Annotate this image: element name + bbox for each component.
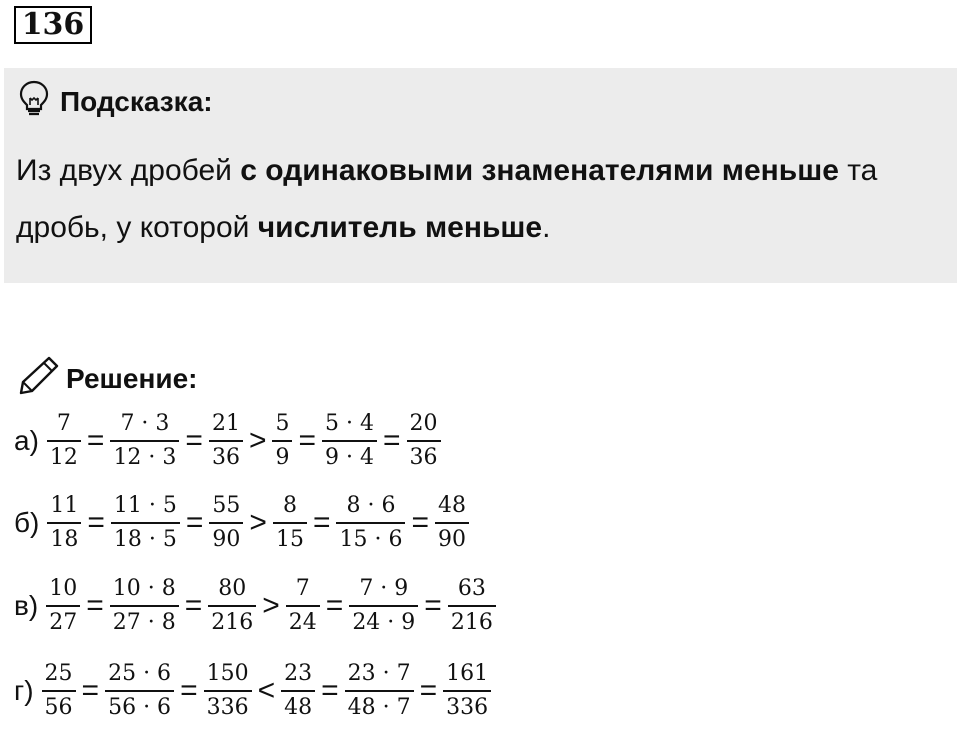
row-label: в) [14,590,39,621]
operator: > [249,506,267,539]
fraction-numerator: 8 [282,493,297,518]
operator: = [321,674,339,707]
fraction [443,661,491,721]
solution-row [14,573,498,639]
operator: = [180,674,198,707]
fraction [47,493,81,553]
row-label: г) [14,675,34,706]
fraction-denominator: 24 · 9 [352,610,416,635]
fraction-denominator: 24 [288,610,317,635]
fraction-denominator: 216 [211,610,254,635]
operator: = [185,506,204,539]
hint-box [4,68,957,283]
hint-title: Подсказка: [60,85,213,117]
fraction-numerator: 10 · 8 [112,576,176,601]
fraction-numerator: 23 [284,661,313,686]
fraction-denominator: 9 [275,445,290,470]
fraction [273,493,307,553]
operator: = [325,589,344,622]
operator: = [86,424,105,457]
fraction-numerator: 150 [206,661,249,686]
fraction [448,576,496,636]
solution-row [14,408,443,474]
operator: = [419,674,438,707]
fraction-numerator: 10 [49,576,78,601]
fraction-numerator: 11 · 5 [113,493,177,518]
fraction-denominator: 36 [409,445,438,470]
fraction-denominator: 18 · 5 [113,527,177,552]
fraction [272,411,292,471]
operator: = [86,589,104,622]
fraction-numerator: 80 [218,576,247,601]
fraction-numerator: 5 · 4 [325,411,374,436]
row-label: б) [14,507,40,538]
fraction [105,661,174,721]
fraction [209,493,243,553]
fraction-denominator: 216 [450,610,493,635]
solution-title: Решение: [66,362,198,394]
fraction-numerator: 25 · 6 [108,661,172,686]
fraction-numerator: 5 [275,411,290,436]
fraction [208,576,256,636]
fraction [407,411,441,471]
operator: = [411,506,429,539]
operator: < [257,674,276,707]
fraction [322,411,377,471]
fraction-denominator: 27 [49,610,78,635]
operator: = [184,589,203,622]
pencil-icon [18,355,60,402]
solution-header [18,355,197,402]
operator: > [262,589,280,622]
fraction-denominator: 15 · 6 [339,527,403,552]
fraction-numerator: 7 · 9 [359,576,409,601]
fraction-denominator: 18 [50,527,79,552]
fraction [204,661,252,721]
row-label: а) [14,425,39,456]
hint-text-emphasis: с одинаковыми знаменателями меньше [240,154,839,187]
fraction [345,661,414,721]
fraction [286,576,320,636]
hint-text-part: та дробь, у которой [16,154,878,244]
fraction-numerator: 7 · 3 [120,411,170,436]
fraction-numerator: 8 · 6 [346,493,396,518]
solution-row [14,658,493,724]
fraction-numerator: 7 [56,411,71,436]
operator: > [248,424,267,457]
operator: = [298,424,317,457]
lightbulb-icon [18,80,50,123]
fraction-denominator: 9 · 4 [325,445,374,470]
hint-text-emphasis: числитель меньше [257,211,543,244]
fraction [209,411,243,471]
fraction-numerator: 21 [211,411,240,436]
fraction-denominator: 90 [212,527,241,552]
hint-text [16,142,951,256]
operator: = [87,506,105,539]
fraction-denominator: 56 · 6 [108,695,172,720]
fraction-denominator: 336 [206,695,249,720]
fraction-denominator: 15 [275,527,304,552]
fraction [435,493,469,553]
fraction-denominator: 48 [284,695,313,720]
operator: = [383,424,401,457]
fraction-denominator: 48 · 7 [347,695,411,720]
hint-text-part: Из двух дробей [16,154,241,187]
fraction-numerator: 7 [295,576,310,601]
fraction-numerator: 63 [457,576,486,601]
fraction [110,576,179,636]
fraction-numerator: 161 [446,661,489,686]
operator: = [185,424,203,457]
fraction [42,661,76,721]
fraction-numerator: 11 [50,493,79,518]
fraction-denominator: 36 [211,445,240,470]
fraction-numerator: 48 [438,493,466,518]
fraction [46,576,80,636]
operator: = [312,506,331,539]
fraction-numerator: 23 · 7 [347,661,411,686]
fraction-denominator: 56 [44,695,73,720]
fraction-denominator: 12 · 3 [113,445,177,470]
operator: = [424,589,442,622]
fraction [47,411,81,471]
fraction-numerator: 25 [44,661,73,686]
fraction [281,661,315,721]
fraction [110,411,179,471]
fraction-denominator: 27 · 8 [112,610,176,635]
fraction-numerator: 55 [212,493,241,518]
hint-text-part: . [542,211,551,244]
fraction-numerator: 20 [409,411,438,436]
fraction [336,493,405,553]
fraction-denominator: 12 [49,445,78,470]
hint-header [18,80,213,123]
fraction-denominator: 90 [438,527,466,552]
fraction [111,493,180,553]
task-number: 136 [14,6,92,44]
fraction-denominator: 336 [446,695,489,720]
fraction [349,576,418,636]
solution-row [14,490,471,556]
operator: = [81,674,100,707]
